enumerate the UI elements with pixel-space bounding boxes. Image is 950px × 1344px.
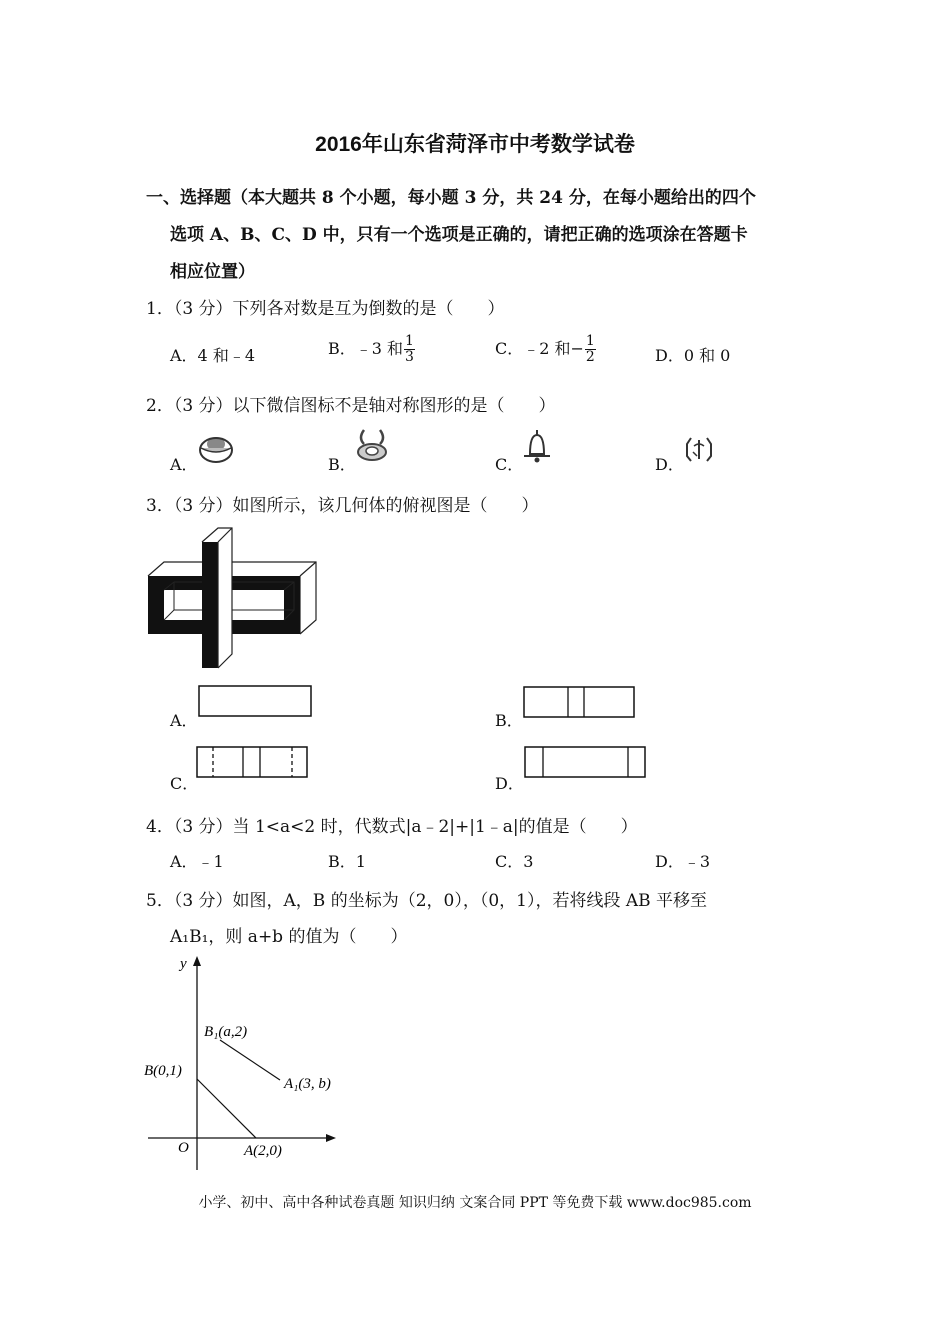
q3-option-a-label: A． bbox=[170, 711, 198, 730]
page-footer: 小学、初中、高中各种试卷真题 知识归纳 文案合同 PPT 等免费下载 www.doc985.com bbox=[198, 1195, 752, 1211]
q4-option-a: A．﹣1 bbox=[170, 852, 224, 871]
q2-option-c-label: C． bbox=[495, 455, 524, 474]
question-3-stem: 3．（3 分）如图所示，该几何体的俯视图是（ ） bbox=[146, 496, 539, 516]
b1-label: B₁(a,2) bbox=[204, 1024, 248, 1040]
q3-option-d-label: D． bbox=[495, 774, 524, 793]
question-1-stem: 1．（3 分）下列各对数是互为倒数的是（ ） bbox=[146, 299, 505, 319]
y-axis-label: y bbox=[180, 956, 187, 972]
q1-option-a: A．4 和﹣4 bbox=[170, 346, 256, 365]
b-label: B(0,1) bbox=[144, 1063, 182, 1079]
q3-option-c-label: C． bbox=[170, 774, 199, 793]
q1-option-d: D．0 和 0 bbox=[655, 346, 731, 365]
q1-option-c bbox=[495, 334, 596, 365]
q1-option-b-label: B．﹣3 和 bbox=[328, 339, 404, 358]
q1-option-c-fraction: $\frac{1}{2}$ bbox=[585, 333, 595, 365]
q3-option-b-label: B． bbox=[495, 711, 523, 730]
q4-option-c: C．3 bbox=[495, 852, 534, 871]
q3-solid-figure bbox=[144, 524, 320, 672]
q3-option-c-figure bbox=[196, 746, 310, 780]
q1-option-b bbox=[328, 334, 415, 365]
q1-option-b-fraction: $\frac{1}{3}$ bbox=[405, 333, 414, 365]
section-heading-line-3: 相应位置） bbox=[170, 262, 255, 282]
page-title: 2016年山东省菏泽市中考数学试卷 bbox=[315, 133, 635, 156]
q3-option-b-figure bbox=[523, 686, 637, 720]
q2-option-d-label: D． bbox=[655, 455, 684, 474]
origin-label: O bbox=[178, 1140, 189, 1156]
q5-coordinate-graph bbox=[140, 952, 350, 1174]
question-5-stem-line-2: A₁B₁，则 a+b 的值为（ ） bbox=[170, 927, 408, 947]
question-4-stem: 4．（3 分）当 1<a<2 时，代数式|a﹣2|+|1﹣a|的值是（ ） bbox=[146, 817, 638, 837]
question-5-stem-line-1: 5．（3 分）如图，A，B 的坐标为（2，0），（0，1），若将线段 AB 平移至 bbox=[146, 891, 708, 911]
q4-option-d: D．﹣3 bbox=[655, 852, 711, 871]
q4-option-b: B．1 bbox=[328, 852, 366, 871]
q2-option-a-icon bbox=[198, 430, 234, 464]
q2-option-d-icon bbox=[684, 434, 714, 464]
q2-option-b-label: B． bbox=[328, 455, 356, 474]
q2-option-b-icon bbox=[354, 424, 390, 464]
a-label: A(2,0) bbox=[244, 1143, 282, 1159]
q1-option-c-label: C．﹣2 和− bbox=[495, 339, 584, 358]
q3-option-d-figure bbox=[524, 746, 648, 780]
q2-option-a-label: A． bbox=[170, 455, 198, 474]
q3-option-a-figure bbox=[198, 685, 314, 719]
question-2-stem: 2．（3 分）以下微信图标不是轴对称图形的是（ ） bbox=[146, 396, 556, 416]
a1-label: A₁(3, b) bbox=[284, 1076, 331, 1092]
section-heading-line-2: 选项 A、B、C、D 中，只有一个选项是正确的，请把正确的选项涂在答题卡 bbox=[170, 225, 748, 245]
q2-option-c-icon bbox=[520, 428, 554, 464]
section-heading-line-1: 一、选择题（本大题共 8 个小题，每小题 3 分，共 24 分，在每小题给出的四个 bbox=[146, 188, 756, 208]
